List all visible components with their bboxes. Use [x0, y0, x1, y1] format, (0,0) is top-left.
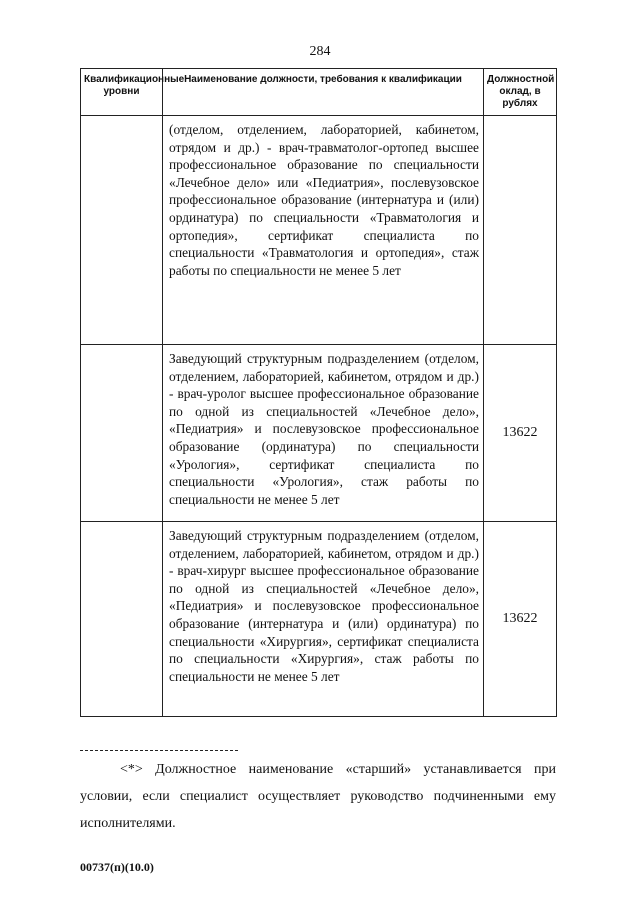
page-number: 284 — [309, 44, 331, 59]
level-cell — [81, 522, 163, 717]
qualification-table — [80, 68, 557, 717]
level-cell — [81, 116, 163, 345]
document-code: 00737(п)(10.0) — [80, 860, 154, 874]
position-description: (отделом, отделением, лабораторией, кабинетом, отрядом и др.) - врач-травматолог-ортопед высшее профессиональное образование по специальности «Лечебное дело» или «Педиатрия», послевузовское профессиональное образование (интернатура и (или) ординатура) по специальности «Травматология и ортопедия», сертификат специалиста по специальности «Травматология и ортопедия», стаж работы по специальности не менее 5 лет — [163, 116, 484, 345]
table-row — [81, 522, 557, 717]
header-position-requirements: Наименование должности, требования к квалификации — [163, 69, 484, 116]
position-description: Заведующий структурным подразделением (отделом, отделением, лабораторией, кабинетом, отрядом и др.) - врач-уролог высшее профессиональное образование по одной из специальностей «Лечебное дело», «Педиатрия» и послевузовское профессиональное образование (ординатура) по специальности «Урология», сертификат специалиста по специальности «Урология», стаж работы по специальности не менее 5 лет — [163, 345, 484, 522]
footnote: <*> Должностное наименование «старший» устанавливается при условии, если специалист осуществляет руководство подчиненными ему исполнителями. — [80, 762, 556, 831]
salary-cell — [484, 116, 557, 345]
position-description: Заведующий структурным подразделением (отделом, отделением, лабораторией, кабинетом, отрядом и др.) - врач-хирург высшее профессиональное образование по одной из специальностей «Лечебное дело», «Педиатрия» и послевузовское профессиональное образование (интернатура и (или) ординатура) по специальности «Хирургия», сертификат специалиста по специальности «Хирургия», стаж работы по специальности не менее 5 лет — [163, 522, 484, 717]
table-row — [81, 116, 557, 345]
level-cell — [81, 345, 163, 522]
salary-cell: 13622 — [484, 522, 557, 717]
header-salary: Должностной оклад, в рублях — [484, 69, 557, 116]
header-qualification-levels: Квалификационные уровни — [81, 69, 163, 116]
footnote-separator — [80, 750, 238, 751]
salary-cell: 13622 — [484, 345, 557, 522]
table-row — [81, 345, 557, 522]
table-header-row — [81, 69, 557, 116]
